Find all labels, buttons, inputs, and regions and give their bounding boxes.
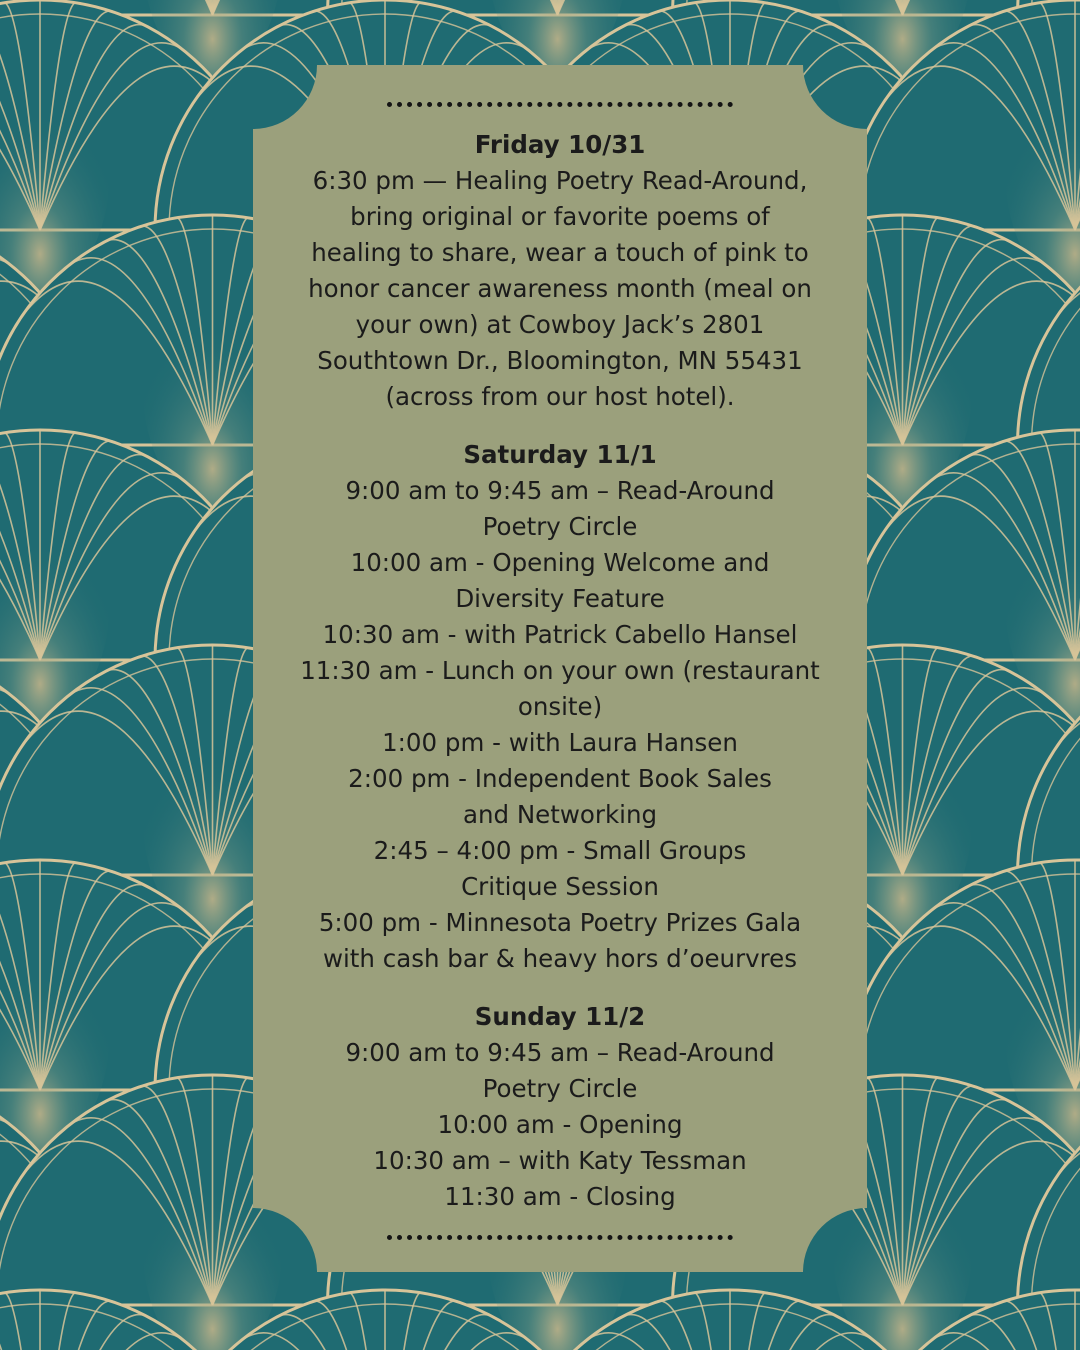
- schedule-line: Diversity Feature: [455, 584, 665, 613]
- schedule-line: 10:00 am - Opening: [437, 1110, 683, 1139]
- schedule-line: 2:00 pm - Independent Book Sales: [348, 764, 772, 793]
- schedule-line: 10:00 am - Opening Welcome and: [350, 548, 770, 577]
- schedule-line: 9:00 am to 9:45 am – Read-Around: [345, 476, 775, 505]
- schedule-line: Poetry Circle: [482, 512, 638, 541]
- schedule-line: 6:30 pm — Healing Poetry Read-Around,: [312, 166, 808, 195]
- day-heading-saturday: Saturday 11/1: [463, 440, 657, 469]
- saturday-section: [283, 437, 837, 977]
- schedule-line: 11:30 am - Closing: [444, 1182, 676, 1211]
- day-heading-friday: Friday 10/31: [474, 130, 646, 159]
- schedule-line: 11:30 am - Lunch on your own (restaurant: [300, 656, 820, 685]
- schedule-line: 2:45 – 4:00 pm - Small Groups: [373, 836, 747, 865]
- schedule-line: 1:00 pm - with Laura Hansen: [382, 728, 738, 757]
- schedule-line: 10:30 am – with Katy Tessman: [373, 1146, 747, 1175]
- dotted-divider-top: [387, 102, 733, 107]
- schedule-line: 5:00 pm - Minnesota Poetry Prizes Gala: [318, 908, 802, 937]
- schedule-line: onsite): [517, 692, 603, 721]
- schedule-line: 10:30 am - with Patrick Cabello Hansel: [322, 620, 798, 649]
- schedule-line: 9:00 am to 9:45 am – Read-Around: [345, 1038, 775, 1067]
- dotted-divider-bottom: [387, 1235, 733, 1240]
- sunday-section: [283, 999, 837, 1215]
- schedule-line: honor cancer awareness month (meal on: [308, 274, 812, 303]
- day-heading-sunday: Sunday 11/2: [474, 1002, 646, 1031]
- schedule-line: your own) at Cowboy Jack’s 2801: [355, 310, 765, 339]
- schedule-line: Poetry Circle: [482, 1074, 638, 1103]
- schedule-line: Critique Session: [461, 872, 659, 901]
- schedule-line: healing to share, wear a touch of pink to: [311, 238, 809, 267]
- schedule-card: [253, 65, 867, 1272]
- schedule-content: [283, 127, 837, 1215]
- friday-section: [283, 127, 837, 415]
- schedule-line: with cash bar & heavy hors d’oeurvres: [322, 944, 798, 973]
- schedule-line: and Networking: [462, 800, 658, 829]
- schedule-line: (across from our host hotel).: [385, 382, 735, 411]
- schedule-line: Southtown Dr., Bloomington, MN 55431: [317, 346, 803, 375]
- schedule-line: bring original or favorite poems of: [350, 202, 770, 231]
